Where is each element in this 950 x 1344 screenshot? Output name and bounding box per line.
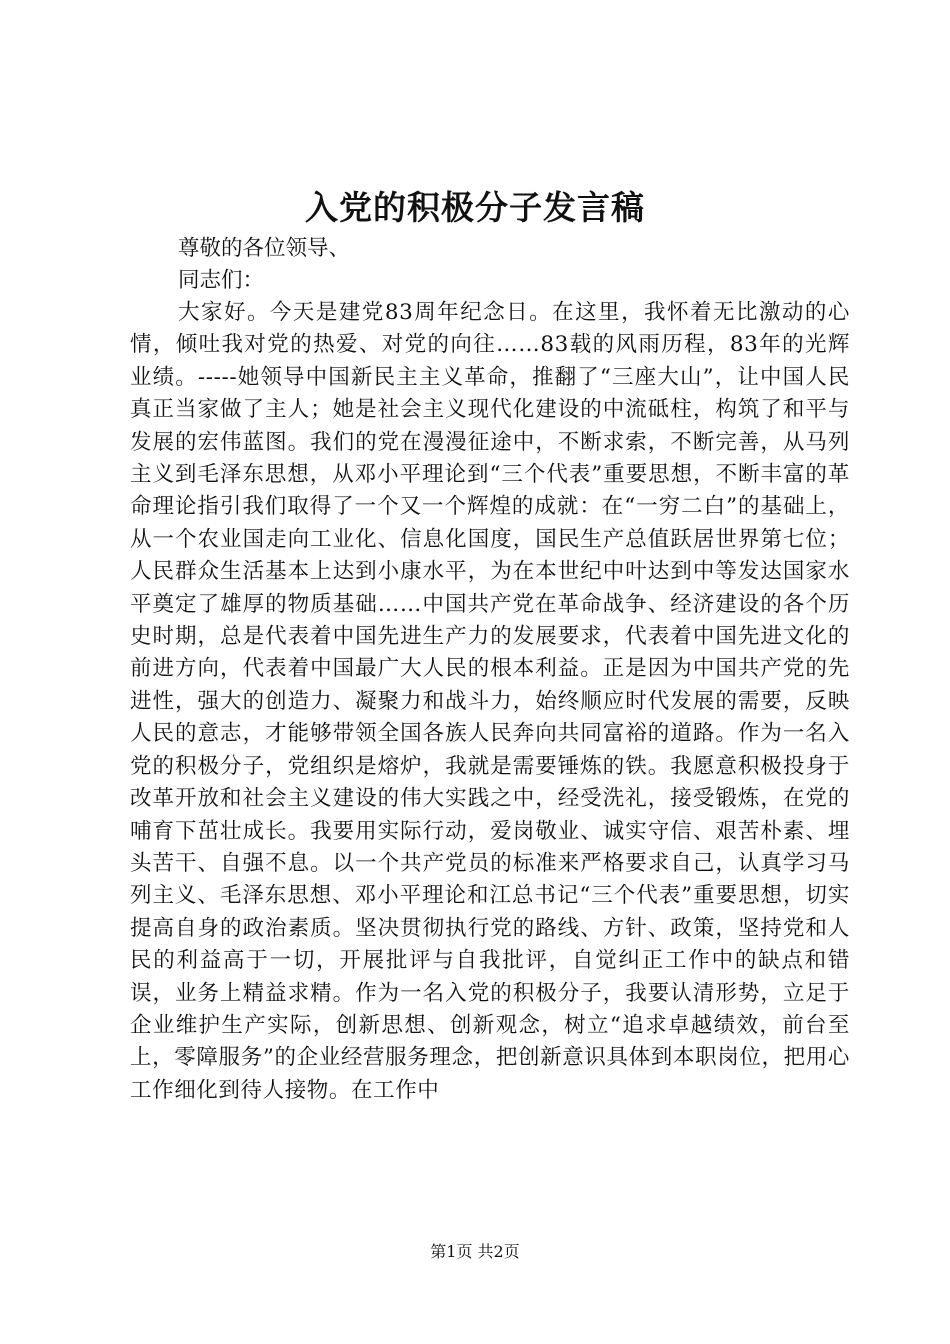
page-title: 入党的积极分子发言稿 (305, 188, 645, 227)
speech-body-paragraph: 大家好。今天是建党83周年纪念日。在这里，我怀着无比激动的心情，倾吐我对党的热爱、对党的向往……83载的风雨历程，83年的光辉业绩。-----她领导中国新民主主义革命，推翻了“三座大山”，让中国人民真正当家做了主人；她是社会主义现代化建设的中流砥柱，构筑了和平与发展的宏伟蓝图。我们的党在漫漫征途中，不断求索，不断完善，从马列主义到毛泽东思想，从邓小平理论到“三个代表”重要思想，不断丰富的革命理论指引我们取得了一个又一个辉煌的成就：在“一穷二白”的基础上，从一个农业国走向工业化、信息化国度，国民生产总值跃居世界第七位；人民群众生活基本上达到小康水平，为在本世纪中叶达到中等发达国家水平奠定了雄厚的物质基础……中国共产党在革命战争、经济建设的各个历史时期，总是代表着中国先进生产力的发展要求，代表着中国先进文化的前进方向，代表着中国最广大人民的根本利益。正是因为中国共产党的先进性，强大的创造力、凝聚力和战斗力，始终顺应时代发展的需要，反映人民的意志，才能够带领全国各族人民奔向共同富裕的道路。作为一名入党的积极分子，党组织是熔炉，我就是需要锤炼的铁。我愿意积极投身于改革开放和社会主义建设的伟大实践之中，经受洗礼，接受锻炼，在党的哺育下茁壮成长。我要用实际行动，爱岗敬业、诚实守信、艰苦朴素、埋头苦干、自强不息。以一个共产党员的标准来严格要求自己，认真学习马列主义、毛泽东思想、邓小平理论和江总书记“三个代表”重要思想，切实提高自身的政治素质。坚决贯彻执行党的路线、方针、政策，坚持党和人民的利益高于一切，开展批评与自我批评，自觉纠正工作中的缺点和错误，业务上精益求精。作为一名入党的积极分子，我要认清形势，立足于企业维护生产实际，创新思想、创新观念，树立“追求卓越绩效，前台至上，零障服务”的企业经营服务理念，把创新意识具体到本职岗位，把用心工作细化到待人接物。在工作中 (130, 300, 850, 1103)
page-number-footer: 第1页 共2页 (430, 1242, 520, 1261)
salutation-leaders: 尊敬的各位领导、 (178, 236, 351, 261)
salutation-comrades: 同志们： (178, 268, 265, 293)
